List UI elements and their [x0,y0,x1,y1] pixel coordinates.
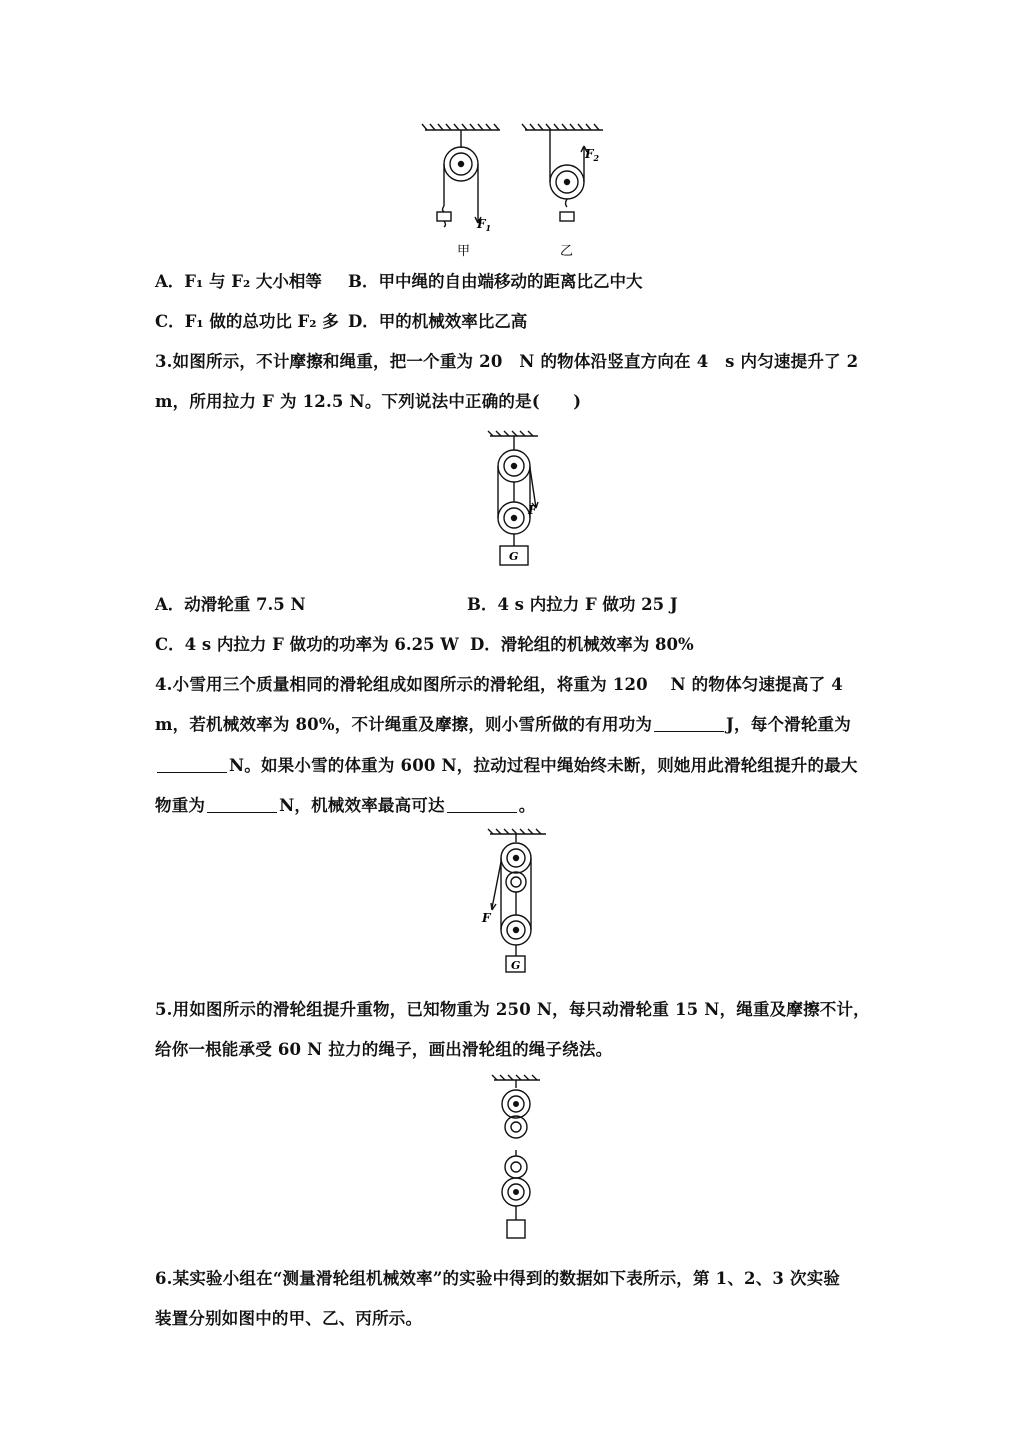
q6-line-1: 6.某实验小组在“测量滑轮组机械效率”的实验中得到的数据如下表所示，第 1、2、3 次实验 [155,1269,841,1288]
q4-line-4-post: 。 [518,796,536,815]
q4-force-label: F [482,911,491,925]
q3-option-d: D．滑轮组的机械效率为 80% [470,635,694,654]
q4-blank-pulley-weight[interactable] [157,771,227,773]
q3-option-c: C．4 s 内拉力 F 做功的功率为 6.25 W [155,635,459,654]
q3-option-b: B．4 s 内拉力 F 做功 25 J [467,595,678,614]
q2-option-c: C．F₁ 做的总功比 F₂ 多 [155,312,339,331]
label-yi: 乙 [560,244,574,259]
q2-option-a: A．F₁ 与 F₂ 大小相等 [155,272,322,291]
q3-line-2: m，所用拉力 F 为 12.5 N。下列说法中正确的是( ) [155,392,582,411]
q5-line-2: 给你一根能承受 60 N 拉力的绳子，画出滑轮组的绳子绕法。 [155,1040,613,1059]
q3-line-1: 3.如图所示，不计摩擦和绳重，把一个重为 20 N 的物体沿竖直方向在 4 s 内匀速提升了 2 [155,352,859,371]
q3-option-a: A．动滑轮重 7.5 N [155,595,306,614]
figure-q3-pulley-block [480,428,560,568]
q4-line-4-mid: N，机械效率最高可达 [279,796,445,815]
q3-weight-label: G [509,550,519,563]
q4-line-3-post: N。如果小雪的体重为 600 N，拉动过程中绳始终未断，则她用此滑轮组提升的最大 [229,756,858,775]
q4-line-1: 4.小雪用三个质量相同的滑轮组成如图所示的滑轮组，将重为 120 N 的物体匀速提高了 4 [155,675,843,694]
q6-line-2: 装置分别如图中的甲、乙、丙所示。 [155,1309,423,1328]
q4-line-3 [155,752,858,776]
q2-option-d: D．甲的机械效率比乙高 [348,312,528,331]
q4-line-4 [155,792,535,816]
figure-q5-pulleys [488,1074,548,1244]
q4-line-2 [155,711,851,735]
q2-option-b: B．甲中绳的自由端移动的距离比乙中大 [348,272,643,291]
figure-pulleys-jia-yi [415,118,615,263]
q4-blank-useful-work[interactable] [654,730,724,732]
force-f1-label: $F_1$ [477,217,492,233]
label-jia: 甲 [457,244,471,259]
q4-blank-max-weight[interactable] [207,811,277,813]
q4-blank-max-efficiency[interactable] [447,811,517,813]
q4-line-4-pre: 物重为 [155,796,206,815]
force-f2-label: $F_2$ [585,147,600,163]
q4-weight-label: G [511,959,521,972]
q4-line-2-pre: m，若机械效率为 80%，不计绳重及摩擦，则小雪所做的有用功为 [155,715,653,734]
q5-line-1: 5.用如图所示的滑轮组提升重物，已知物重为 250 N，每只动滑轮重 15 N，绳重及摩擦不计， [155,1000,870,1019]
q3-force-label: F [528,503,537,517]
figure-q4-pulley-block [476,826,566,976]
q4-line-2-post: J，每个滑轮重为 [726,715,851,734]
